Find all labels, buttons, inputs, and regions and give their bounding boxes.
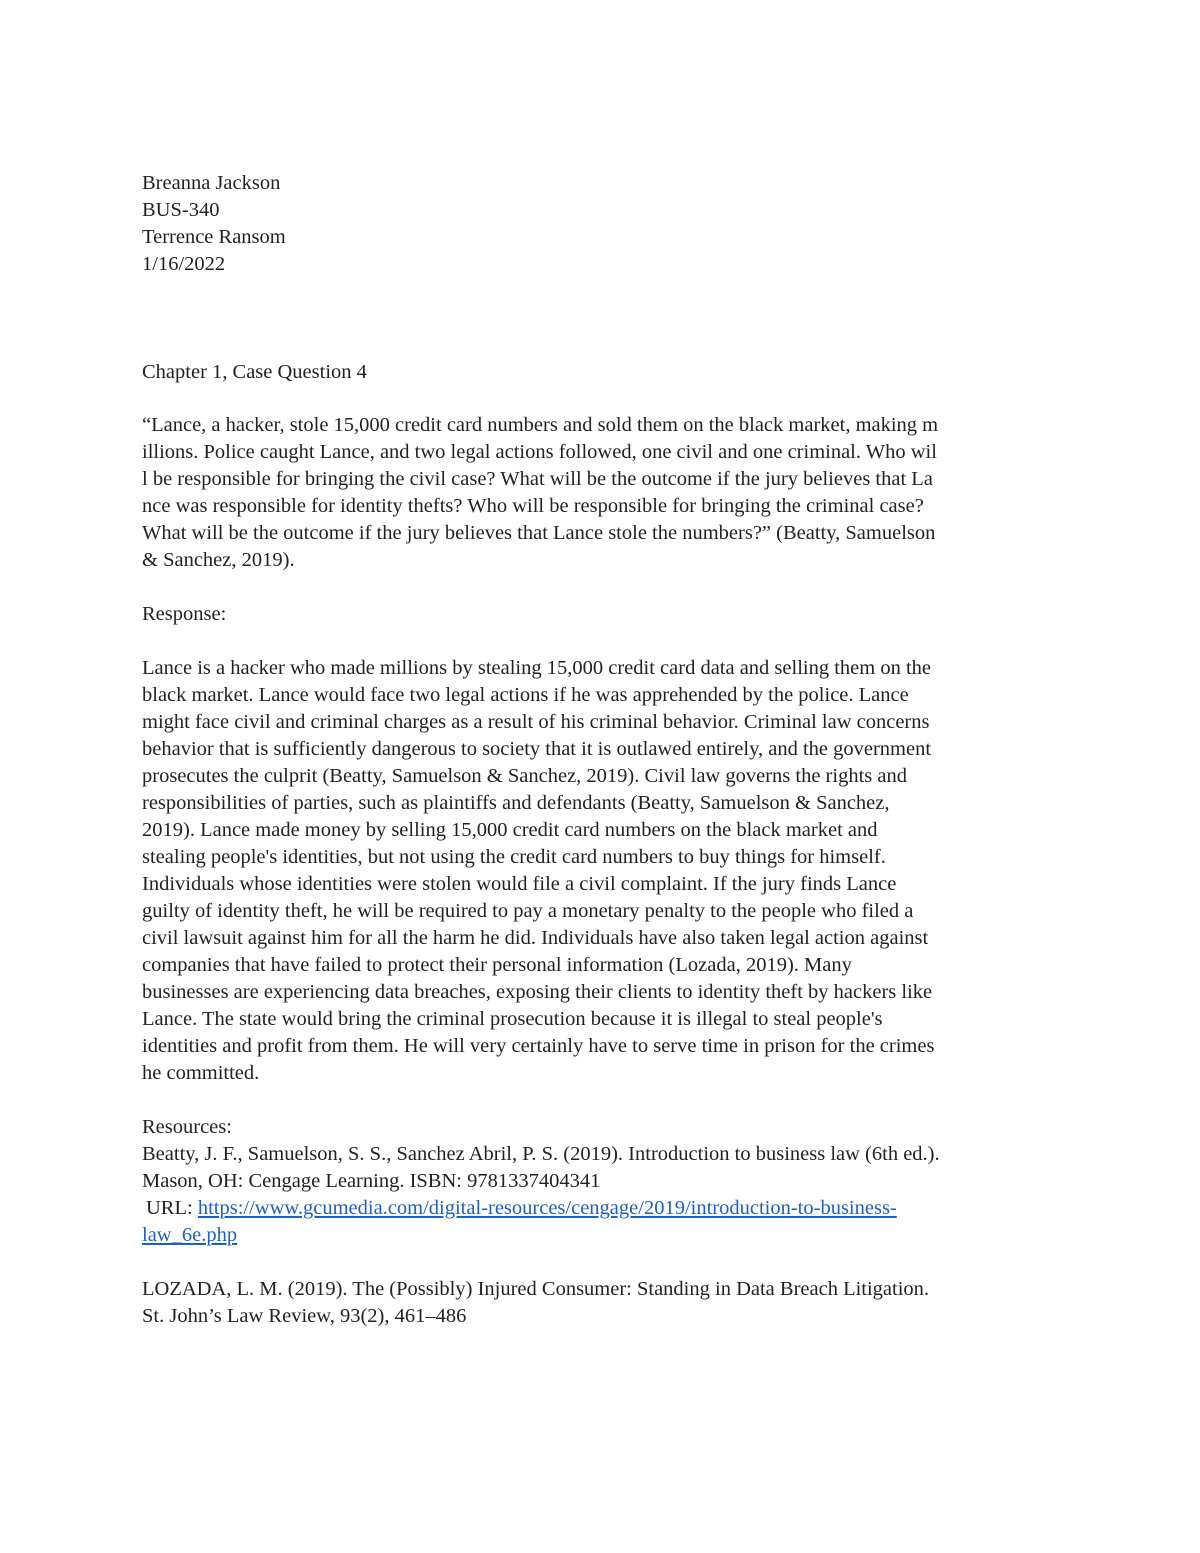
response-line: 2019). Lance made money by selling 15,000 credit card numbers on the black market and: [142, 819, 878, 841]
quote-line: nce was responsible for identity thefts? Who will be responsible for bringing the criminal case?: [142, 495, 924, 517]
course-code: BUS-340: [142, 199, 220, 221]
document-header: [142, 170, 1072, 278]
response-line: stealing people's identities, but not using the credit card numbers to buy things for himself.: [142, 846, 886, 868]
reference-url-link[interactable]: https://www.gcumedia.com/digital-resources/cengage/2019/introduction-to-business-: [197, 1197, 897, 1219]
reference-1-url: [142, 1195, 1072, 1222]
resources-label: Resources:: [142, 1116, 232, 1138]
response-line: Lance. The state would bring the criminal prosecution because it is illegal to steal people's: [142, 1008, 883, 1030]
response-line: Lance is a hacker who made millions by stealing 15,000 credit card data and selling them on the: [142, 657, 932, 679]
response-line: identities and profit from them. He will very certainly have to serve time in prison for the crimes: [142, 1035, 935, 1057]
reference-url-link-continued[interactable]: law_6e.php: [142, 1224, 238, 1246]
response-line: businesses are experiencing data breaches, exposing their clients to identity theft by hackers like: [142, 981, 933, 1003]
reference-2-line-2: St. John’s Law Review, 93(2), 461–486: [142, 1305, 467, 1327]
reference-1-url-continued: [142, 1222, 1072, 1249]
quote-line: & Sanchez, 2019).: [142, 549, 295, 571]
section-heading: Chapter 1, Case Question 4: [142, 361, 367, 383]
reference-2-line-1: LOZADA, L. M. (2019). The (Possibly) Injured Consumer: Standing in Data Breach Litigation.: [142, 1278, 930, 1300]
reference-1-line-2: Mason, OH: Cengage Learning. ISBN: 9781337404341: [142, 1170, 601, 1192]
instructor-name: Terrence Ransom: [142, 226, 286, 248]
response-line: companies that have failed to protect their personal information (Lozada, 2019). Many: [142, 954, 852, 976]
reference-1-line-1: Beatty, J. F., Samuelson, S. S., Sanchez Abril, P. S. (2019). Introduction to business law (6th ed.).: [142, 1143, 940, 1165]
response-line: might face civil and criminal charges as a result of his criminal behavior. Criminal law concerns: [142, 711, 930, 733]
quote-line: illions. Police caught Lance, and two legal actions followed, one civil and one criminal. Who wil: [142, 441, 937, 463]
response-line: black market. Lance would face two legal actions if he was apprehended by the police. Lance: [142, 684, 909, 706]
resources-section: [142, 1114, 1072, 1330]
url-label: URL:: [146, 1197, 198, 1219]
quote-line: l be responsible for bringing the civil case? What will be the outcome if the jury believes that La: [142, 468, 933, 490]
quote-line: “Lance, a hacker, stole 15,000 credit card numbers and sold them on the black market, making m: [142, 414, 939, 436]
author-name: Breanna Jackson: [142, 172, 281, 194]
document-page: [142, 170, 1072, 1330]
response-label: Response:: [142, 603, 227, 625]
response-body: [142, 655, 1072, 1087]
response-line: Individuals whose identities were stolen would file a civil complaint. If the jury finds Lance: [142, 873, 897, 895]
quote-line: What will be the outcome if the jury believes that Lance stole the numbers?” (Beatty, Samuelson: [142, 522, 936, 544]
response-line: civil lawsuit against him for all the harm he did. Individuals have also taken legal action against: [142, 927, 929, 949]
document-date: 1/16/2022: [142, 253, 226, 275]
case-question-quote: [142, 412, 1072, 574]
response-line: prosecutes the culprit (Beatty, Samuelson & Sanchez, 2019). Civil law governs the rights and: [142, 765, 907, 787]
response-line: he committed.: [142, 1062, 260, 1084]
response-line: responsibilities of parties, such as plaintiffs and defendants (Beatty, Samuelson & Sanchez,: [142, 792, 890, 814]
reference-2: [142, 1276, 1072, 1330]
response-line: guilty of identity theft, he will be required to pay a monetary penalty to the people who filed a: [142, 900, 914, 922]
response-line: behavior that is sufficiently dangerous to society that it is outlawed entirely, and the government: [142, 738, 932, 760]
